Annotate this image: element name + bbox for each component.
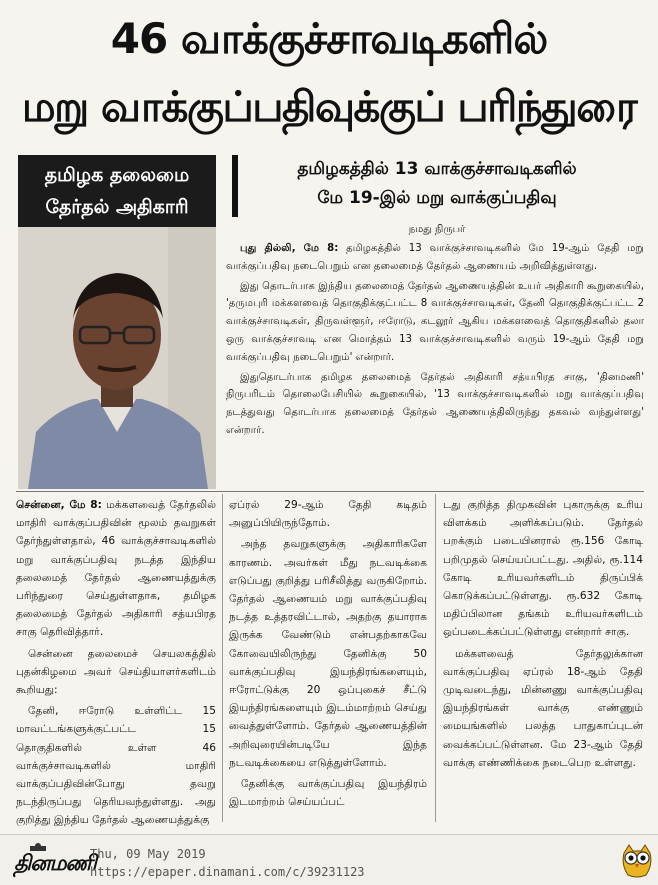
title-rule	[232, 155, 238, 217]
main-story-paragraph: அந்த தவறுகளுக்கு அதிகாரிகளே காரணம். அவர்கள் மீது நடவடிக்கை எடுப்பது குறித்து பரிசீலித்து வருகிறோம். தேர்தல் ஆணையம் மறு வாக்குப்பதிவு நடத்த உத்தரவிட்டால், அதற்கு தயாராக இருக்க வேண்டும் என்பதற்காகவே கோவையிலிருந்து தேனிக்கு 50 வாக்குப்பதிவு இயந்திரங்களையும், ஈரோட்டுக்கு 20 ஒப்புகைச் சீட்டு இயந்திரங்களையும் இடம்மாற்றம் செய்து வைத்துள்ளோம். தேர்தல் ஆணையத்தின் அறிவுரையின்படியே இந்த நடவடிக்கையை எடுத்துள்ளோம்.	[229, 538, 427, 769]
main-story-paragraph: ஏப்ரல் 29-ஆம் தேதி கடிதம் அனுப்பியிருந்தோம்.	[229, 499, 427, 530]
main-story-paragraph: தேனி, ஈரோடு உள்ளிட்ட 15 மாவட்டங்களுக்குட்பட்ட 15 தொகுதிகளில் உள்ள 46 வாக்குச்சாவடிகளில் மாதிரி வாக்குப்பதிவின்போது தவறு நடந்திருப்பது தெரியவந்துள்ளது. அது குறித்து இந்திய தேர்தல் ஆணையத்துக்கு	[16, 705, 216, 827]
epaper-footer	[0, 834, 658, 885]
sub-story-paragraph	[226, 240, 644, 276]
main-story-column-3	[443, 496, 643, 772]
main-story-text: மக்களவைத் தேர்தலில் மாதிரி வாக்குப்பதிவின் மூலம் தவறுகள் தேர்ந்துள்ளதால், 46 வாக்குச்சாவடிகளில் மறு வாக்குப்பதிவு நடத்த இந்திய தலைமைத் தேர்தல் ஆணையத்துக்கு பரிந்துரை செய்துள்ளதாக, தமிழக தலைமைத் தேர்தல் அதிகாரி சத்யபிரத சாகு தெரிவித்தார்.	[16, 499, 216, 639]
main-story-paragraph	[16, 496, 216, 642]
headline-line-2: மறு வாக்குப்பதிவுக்குப் பரிந்துரை	[21, 82, 637, 131]
person-portrait-icon	[18, 227, 216, 489]
dateline: சென்னை, மே 8:	[16, 499, 102, 511]
official-photo	[18, 227, 216, 489]
sub-story-paragraph: இதுதொடர்பாக தமிழக தலைமைத் தேர்தல் அதிகாரி சத்யபிரத சாகு, 'தினமணி' நிருபரிடம் தொலைபேசியில் கூறுகையில், '13 வாக்குச்சாவடிகளில் மறு வாக்குப்பதிவு நடத்துவது தொடர்பாக தலைமைத் தேர்தல் ஆணையத்திலிருந்து தகவல் வந்துள்ளது' என்றார்.	[226, 371, 644, 436]
sub-story-paragraph: இது தொடர்பாக இந்திய தலைமைத் தேர்தல் ஆணையத்தின் உயர் அதிகாரி கூறுகையில், 'தருமபுரி மக்களவைத் தொகுதிக்குட்பட்ட 8 வாக்குச்சாவடிகள், தேனி தொகுதிக்குட்பட்ட 2 வாக்குச்சாவடிகள், திருவள்ளூர், ஈரோடு, கடலூர் ஆகிய மக்களவைத் தொகுதிகளில் தலா ஒரு வாக்குச்சாவடி என மொத்தம் 13 வாக்குச்சாவடிகளில் வரும் 19-ஆம் தேதி மறு வாக்குப்பதிவு நடைபெறும்' என்றார்.	[226, 280, 644, 363]
main-story-column-1	[16, 496, 216, 830]
owl-mascot-icon[interactable]	[620, 843, 654, 879]
article-link[interactable]: https://epaper.dinamani.com/c/39231123	[90, 865, 365, 879]
sub-story-body	[226, 240, 644, 440]
edition-date: Thu, 09 May 2019	[90, 847, 206, 861]
headline-line-1: 46 வாக்குச்சாவடிகளில்	[110, 14, 548, 63]
dinamani-logo[interactable]	[14, 845, 96, 875]
dateline: புது தில்லி, மே 8:	[240, 243, 339, 254]
column-divider	[222, 494, 223, 822]
sub-story-title	[232, 155, 642, 219]
sub-title-line-2: மே 19-இல் மறு வாக்குப்பதிவு	[317, 188, 557, 208]
byline: நமது நிருபர்	[408, 224, 466, 235]
logo-text: தினமணி	[14, 851, 96, 875]
main-story-column-2	[229, 496, 427, 811]
banner-line-1: தமிழக தலைமை	[44, 164, 190, 186]
sub-title-line-1: தமிழகத்தில் 13 வாக்குச்சாவடிகளில்	[297, 159, 577, 179]
photo-caption-banner	[18, 155, 216, 227]
section-divider	[16, 491, 644, 492]
main-story-paragraph: டது குறித்த திமுகவின் புகாருக்கு உரிய விளக்கம் அளிக்கப்படும். தேர்தல் பறக்கும் படையினரால் ரூ.156 கோடி பறிமுதல் செய்யப்பட்டது. அதில், ரூ.114 கோடி உரியவர்களிடம் திருப்பிக் கொடுக்கப்பட்டுள்ளது. ரூ.632 கோடி மதிப்பிலான தங்கம் உரியவர்களிடம் ஒப்படைக்கப்பட்டுள்ளது என்றார் சாகு.	[443, 499, 643, 639]
headline	[0, 0, 658, 148]
banner-line-2: தேர்தல் அதிகாரி	[45, 196, 189, 218]
column-divider	[435, 494, 436, 822]
main-story-paragraph: தேனிக்கு வாக்குப்பதிவு இயந்திரம் இடமாற்றம் செய்யப்பட்	[229, 778, 427, 809]
sub-story-text: தமிழகத்தில் 13 வாக்குச்சாவடிகளில் மே 19-ஆம் தேதி மறு வாக்குப்பதிவு நடைபெறும் என தலைமைத் தேர்தல் ஆணையம் அறிவித்துள்ளது.	[226, 243, 644, 272]
main-story-paragraph: மக்களவைத் தேர்தலுக்கான வாக்குப்பதிவு ஏப்ரல் 18-ஆம் தேதி முடிவடைந்து, மின்னணு வாக்குப்பதிவு இயந்திரங்கள் வாக்கு எண்ணும் மையங்களில் பலத்த பாதுகாப்புடன் வைக்கப்பட்டுள்ளன. மே 23-ஆம் தேதி வாக்கு எண்ணிக்கை நடைபெற உள்ளது.	[443, 647, 643, 769]
main-story-paragraph: சென்னை தலைமைச் செயலகத்தில் புதன்கிழமை அவர் செய்தியாளர்களிடம் கூறியது:	[16, 647, 216, 697]
